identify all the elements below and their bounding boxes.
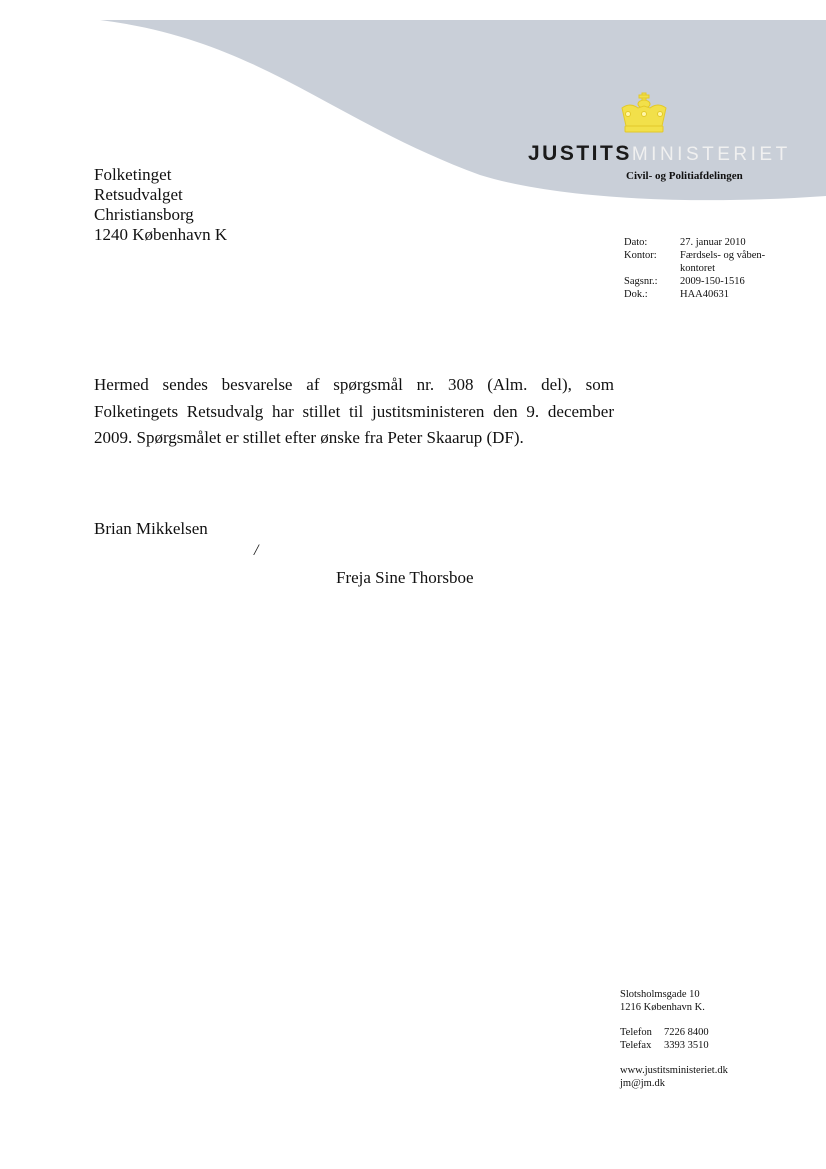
meta-row-case (624, 275, 780, 288)
meta-row-office-cont (624, 262, 780, 275)
address-street: Slotsholmsgade 10 (620, 989, 700, 1000)
meta-value: 27. januar 2010 (680, 237, 746, 248)
recipient-line: Folketinget (94, 165, 172, 184)
phone-row (620, 1026, 728, 1039)
meta-value: Færdsels- og våben- (680, 250, 766, 261)
second-signer-name: Freja Sine Thorsboe (336, 568, 474, 587)
ministry-address (620, 988, 728, 1090)
recipient-address (94, 165, 227, 245)
meta-value: 2009-150-1516 (680, 276, 745, 287)
meta-label: Dato: (624, 237, 648, 248)
department-name: Civil- og Politiafdelingen (626, 170, 743, 182)
fax-label: Telefax (620, 1040, 652, 1051)
recipient-line: 1240 København K (94, 225, 228, 244)
meta-row-date (624, 236, 780, 249)
meta-label: Kontor: (624, 250, 657, 261)
meta-row-office (624, 249, 780, 262)
ministry-name-light: MINISTERIET (631, 144, 791, 165)
meta-label (624, 262, 680, 275)
phone-number: 7226 8400 (664, 1027, 709, 1038)
meta-value: HAA40631 (680, 289, 729, 300)
fax-number: 3393 3510 (664, 1040, 709, 1051)
fax-row (620, 1039, 728, 1052)
meta-value: kontoret (680, 263, 715, 274)
recipient-line: Christiansborg (94, 205, 194, 224)
ministry-name (528, 142, 791, 166)
meta-row-doc (624, 288, 780, 301)
crown-icon (616, 92, 672, 138)
signature-separator: / (254, 542, 259, 559)
email-link[interactable]: jm@jm.dk (620, 1078, 665, 1089)
document-meta (624, 236, 780, 301)
website-link[interactable]: www.justitsministeriet.dk (620, 1065, 728, 1076)
signer-name: Brian Mikkelsen (94, 519, 208, 538)
recipient-line: Retsudvalget (94, 185, 183, 204)
letter-body: Hermed sendes besvarelse af spørgsmål nr. 308 (Alm. del), som Folketingets Retsudvalg har stillet til justitsministeren den 9. december 2009. Spørgsmålet er stillet efter ønske fra Peter Skaarup (DF). (94, 375, 614, 447)
meta-label: Dok.: (624, 289, 648, 300)
address-city: 1216 København K. (620, 1002, 705, 1013)
meta-label: Sagsnr.: (624, 276, 658, 287)
phone-label: Telefon (620, 1027, 652, 1038)
ministry-name-bold: JUSTITS (528, 142, 632, 165)
